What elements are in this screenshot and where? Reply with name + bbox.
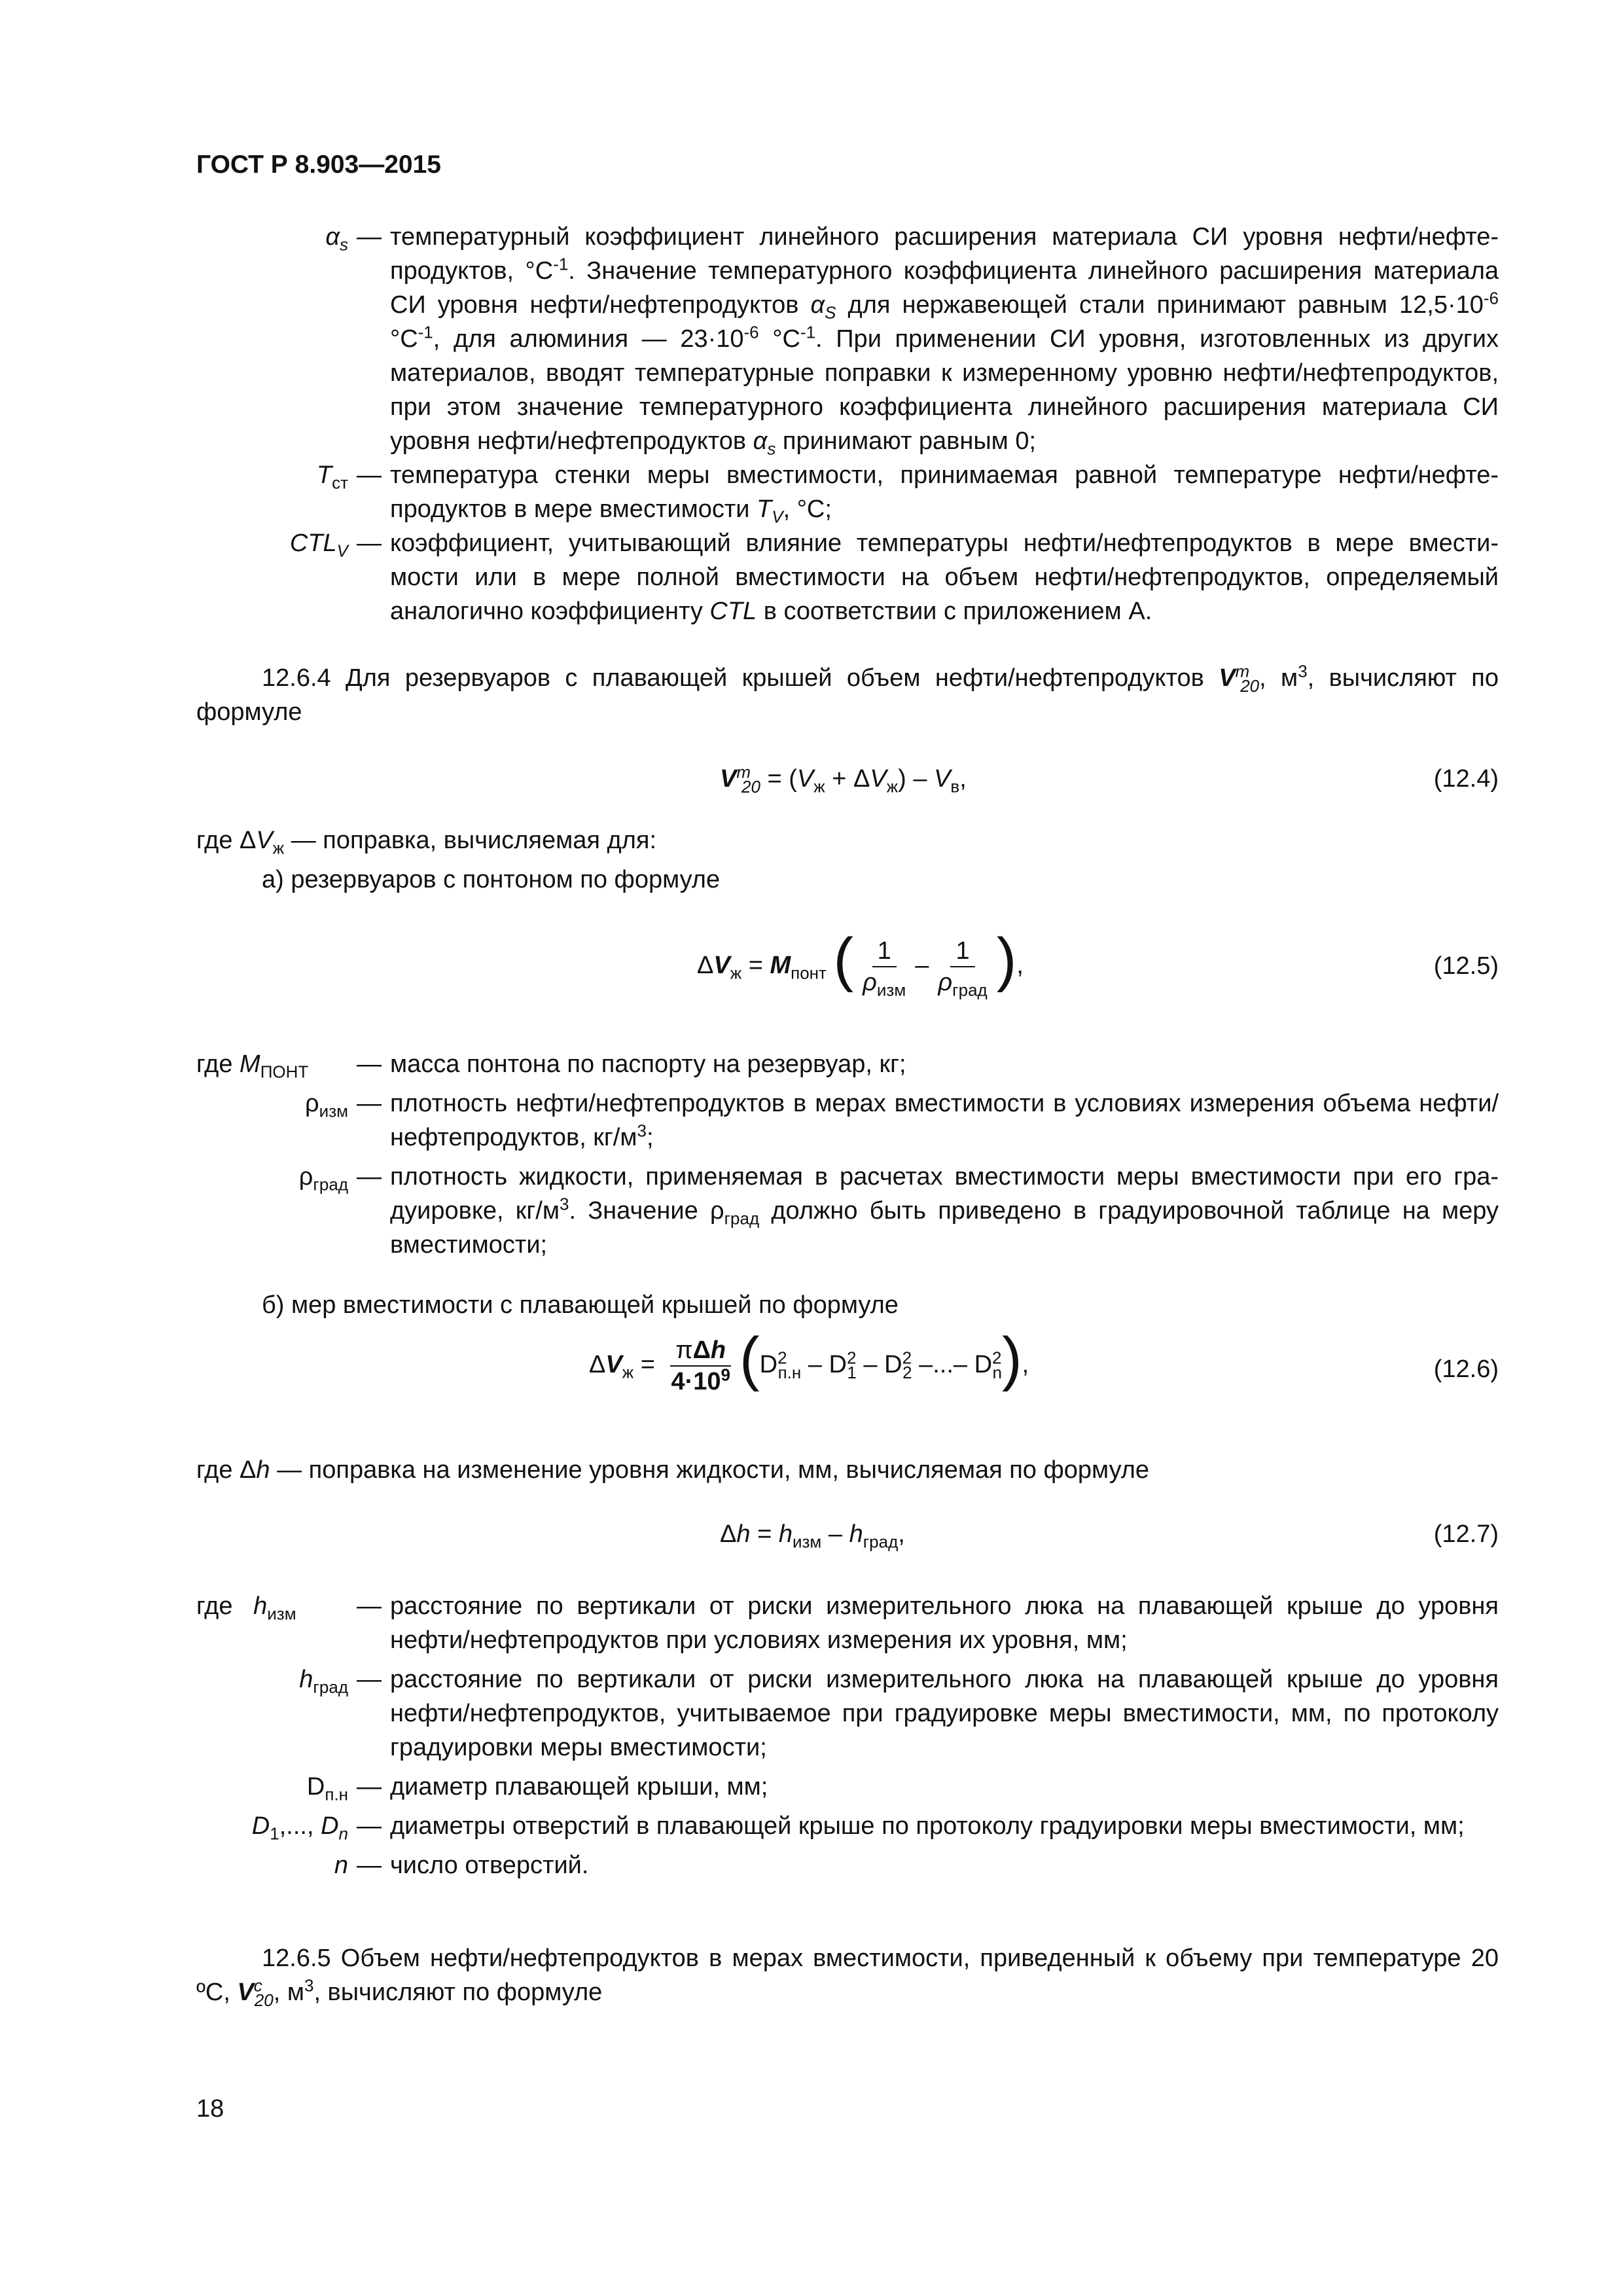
- definition-text: коэффициент, учитывающий влияние температуры нефти/нефтепродуктов в мере вместимости или в мере полной вместимости на объем нефти/нефтепродуктов, определяемый аналогично коэффициенту CTL в соответствии с приложением А.: [390, 529, 1499, 625]
- definition-text: диаметр плавающей крыши, мм;: [390, 1773, 768, 1801]
- definition-t-st: $Т_{ст}$ — температура стенки меры вместимости, принимаемая равной температуре нефти/нефтепродуктов в мере вместимости $T_V$, °С;: [196, 458, 1499, 526]
- paragraph-12-6-4: 12.6.4 Для резервуаров с плавающей крышей объем нефти/нефтепродуктов $V^m_{20}$, $м^3$, вычисляют по формуле: [196, 661, 1499, 726]
- definition-text: расстояние по вертикали от риски измерительного люка на плавающей крыше до уровня нефти/нефтепродуктов, учитываемое при градуировке меры вместимости, мм, по протоколу градуировки меры вместимости;: [390, 1666, 1499, 1761]
- definition-alpha-s: $\alpha_s$ — температурный коэффициент линейного расширения материала СИ уровня нефти/нефтепродуктов, $^\circ С^{-1}$. Значение температурного коэффициента линейного расширения материала СИ уровня нефти/нефтепродуктов $\alpha_S$ для нержавеющей стали принимают равным $12,5\cdot 10^{-6}$ $^\circ С^{-1}$, для алюминия — $23\cdot 10^{-6}$ $^\circ С^{-1}$. При применении СИ уровня, изготовленных из других материалов, вводят температурные поправки к измеренному уровню нефти/нефтепродуктов, при этом значение температурного коэффициента линейного расширения материала СИ уровня нефти/нефтепродуктов $\alpha_s$ принимают равным 0;: [196, 220, 1499, 458]
- definition-symbol: $\rho_{град}$: [298, 1163, 348, 1194]
- equation-12-6: [196, 1325, 1499, 1407]
- definition-d1-dn: $D_1$,..., $D_n$ — диаметры отверстий в плавающей крыше по протоколу градуировки меры вместимости, мм;: [196, 1809, 1499, 1843]
- definition-h-izm: где $h_{изм}$ — расстояние по вертикали от риски измерительного люка на плавающей крыше до уровня нефти/нефтепродуктов при условиях измерения их уровня, мм;: [196, 1589, 1499, 1657]
- equation-12-5: [196, 926, 1499, 1001]
- definition-symbol: $\rho_{изм}$: [305, 1090, 348, 1121]
- definition-text: диаметры отверстий в плавающей крыше по протоколу градуировки меры вместимости, мм;: [390, 1812, 1465, 1840]
- definition-rho-izm: $\rho_{изм}$ — плотность нефти/нефтепродуктов в мерах вместимости в условиях измерения объема нефти/нефтепродуктов, $кг/м^3$;: [196, 1086, 1499, 1155]
- definition-h-grad: $h_{град}$ — расстояние по вертикали от риски измерительного люка на плавающей крыше до уровня нефти/нефтепродуктов, учитываемое при градуировке меры вместимости, мм, по протоколу градуировки меры вместимости;: [196, 1662, 1499, 1765]
- definition-symbol: $\alpha_s$: [325, 223, 348, 255]
- document-page: [196, 0, 1499, 2296]
- definition-symbol: где $h_{изм}$: [196, 1592, 296, 1624]
- where-delta-h: где Δh — поправка на изменение уровня жидкости, мм, вычисляемая по формуле: [196, 1456, 1150, 1484]
- definition-text: масса понтона по паспорту на резервуар, кг;: [390, 1050, 906, 1078]
- equation-expression: $\Delta V_ж = M_{понт}$ ( $\frac{1}{\rho_{изм}}$ – $\frac{1}{\rho_{град}}$ ),: [697, 926, 1024, 1000]
- where-delta-v: где $\Delta V_ж$ — поправка, вычисляемая для:: [196, 827, 657, 858]
- equation-12-7: [196, 1517, 1499, 1554]
- definition-symbol: $D_{п.н}$: [306, 1773, 348, 1804]
- definition-text: плотность нефти/нефтепродуктов в мерах вместимости в условиях измерения объема нефти/нефтепродуктов, $кг/м^3$;: [390, 1090, 1499, 1151]
- definition-symbol: $CTL_V$: [289, 529, 348, 561]
- definition-text: температурный коэффициент линейного расширения материала СИ уровня нефти/нефтепродуктов, $^\circ С^{-1}$. Значение температурного коэффициента линейного расширения материала СИ уровня нефти/нефтепродуктов $\alpha_S$ для нержавеющей стали принимают равным $12,5\cdot 10^{-6}$ $^\circ С^{-1}$, для алюминия — $23\cdot 10^{-6}$ $^\circ С^{-1}$. При применении СИ уровня, изготовленных из других материалов, вводят температурные поправки к измеренному уровню нефти/нефтепродуктов, при этом значение температурного коэффициента линейного расширения материала СИ уровня нефти/нефтепродуктов $\alpha_s$ принимают равным 0;: [390, 223, 1499, 459]
- definition-rho-grad: $\rho_{град}$ — плотность жидкости, применяемая в расчетах вместимости меры вместимости при его градуировке, $кг/м^3$. Значение $\rho_{град}$ должно быть приведено в градуировочной таблице на меру вместимости;: [196, 1160, 1499, 1262]
- definition-symbol: $D_1$,..., $D_n$: [251, 1812, 348, 1844]
- equation-expression: $V^m_{20} = (V_ж + \Delta V_ж) - V_в$,: [720, 762, 967, 797]
- definition-symbol: где $M_{ПОНТ}$: [196, 1050, 309, 1082]
- equation-number: (12.4): [1433, 765, 1499, 793]
- equation-expression: $\Delta h = h_{изм} - h_{град}$,: [720, 1520, 905, 1552]
- equation-number: (12.5): [1433, 952, 1499, 980]
- definition-text: число отверстий.: [390, 1852, 589, 1879]
- paragraph-12-6-5: 12.6.5 Объем нефти/нефтепродуктов в мерах вместимости, приведенный к объему при температуре 20 ºС, $V^c_{20}$, $м^3$, вычисляют по формуле: [196, 1945, 1499, 2010]
- definitions-block-2: [196, 1047, 1499, 1262]
- equation-expression: $\Delta V_ж$ = $\frac{\text{πΔh}}{4\cdot 10^9}$ ($D^2_{п.н} - D^2_1 - D^2_2$ –...– $D^2_n$),: [589, 1325, 1029, 1395]
- definition-symbol: $Т_{ст}$: [316, 461, 348, 493]
- item-a: а) резервуаров с понтоном по формуле: [262, 866, 721, 893]
- definition-n: n — число отверстий.: [196, 1848, 1499, 1882]
- definition-ctl-v: $CTL_V$ — коэффициент, учитывающий влияние температуры нефти/нефтепродуктов в мере вместимости или в мере полной вместимости на объем нефти/нефтепродуктов, определяемый аналогично коэффициенту CTL в соответствии с приложением А.: [196, 526, 1499, 628]
- definitions-block-3: [196, 1589, 1499, 1882]
- definition-text: расстояние по вертикали от риски измерительного люка на плавающей крыше до уровня нефти/нефтепродуктов при условиях измерения их уровня, мм;: [390, 1592, 1499, 1654]
- definition-text: температура стенки меры вместимости, принимаемая равной температуре нефти/нефтепродуктов в мере вместимости $T_V$, °С;: [390, 461, 1499, 527]
- page-number: 18: [196, 2095, 224, 2123]
- definition-d-pn: $D_{п.н}$ — диаметр плавающей крыши, мм;: [196, 1770, 1499, 1804]
- definition-text: плотность жидкости, применяемая в расчетах вместимости меры вместимости при его градуировке, $кг/м^3$. Значение $\rho_{град}$ должно быть приведено в градуировочной таблице на меру вместимости;: [390, 1163, 1499, 1259]
- definition-symbol: $h_{град}$: [299, 1666, 348, 1697]
- equation-number: (12.7): [1433, 1520, 1499, 1548]
- definitions-block-1: [196, 220, 1499, 628]
- item-b: б) мер вместимости с плавающей крышей по формуле: [262, 1291, 899, 1319]
- definition-symbol: n: [334, 1852, 348, 1879]
- definition-m-pont: где $M_{ПОНТ}$ — масса понтона по паспорту на резервуар, кг;: [196, 1047, 1499, 1081]
- equation-12-4: [196, 762, 1499, 798]
- document-header: ГОСТ Р 8.903—2015: [196, 151, 441, 179]
- equation-number: (12.6): [1433, 1355, 1499, 1383]
